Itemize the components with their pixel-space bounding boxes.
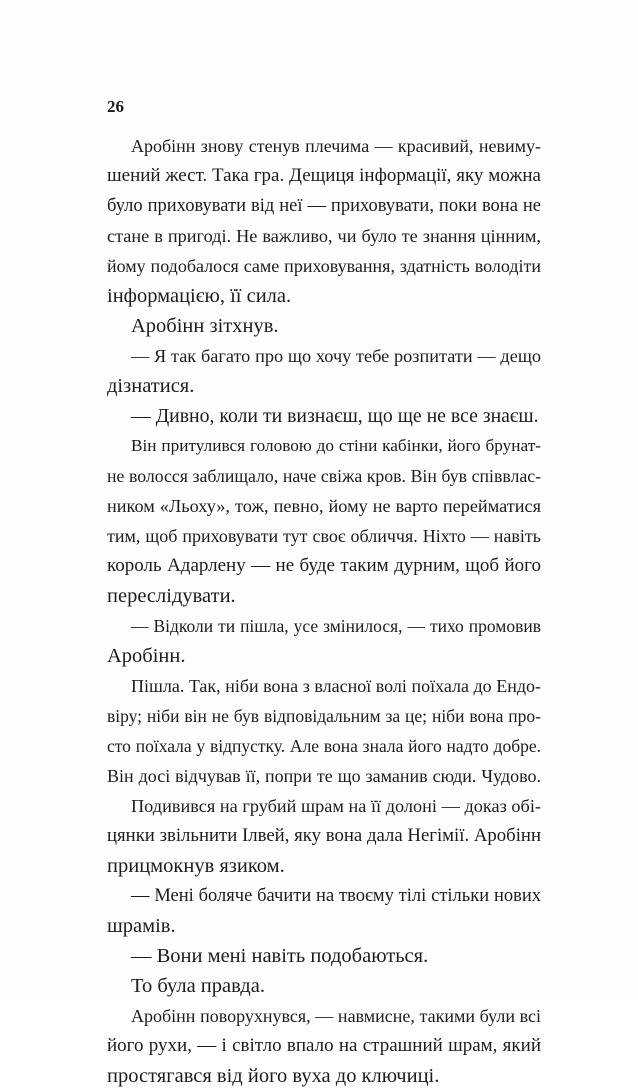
text-line: було приховувати від неї — приховувати, поки вона не: [107, 196, 541, 216]
text-line: король Адарлену — не буде таким дурним, щоб його: [107, 555, 541, 576]
text-line: простягався від його вуха до ключиці.: [107, 1065, 440, 1087]
text-line: його рухи, — і світло впало на страшний шрам, який: [107, 1035, 541, 1056]
text-line: йому подобалося саме приховування, здатність володіти: [107, 256, 541, 276]
text-line: — Відколи ти пішла, усе змінилося, — тихо промовив: [131, 616, 541, 636]
text-line: прицмокнув язиком.: [107, 855, 285, 877]
text-line: Він досі відчував її, попри те що заманив сюди. Чудово.: [107, 766, 541, 786]
text-line: не волосся заблищало, наче свіжа кров. Він був співвлас-: [107, 466, 541, 486]
text-line: стане в пригоді. Не важливо, чи було те знання цінним,: [107, 226, 541, 246]
text-line: тим, щоб приховувати тут своє обличчя. Ніхто — навіть: [107, 526, 541, 546]
page-number: 26: [107, 97, 124, 116]
text-line: Аробінн знову стенув плечима — красивий, невиму-: [131, 136, 541, 156]
text-line: цянки звільнити Ілвей, яку вона дала Негімії. Аробінн: [107, 825, 541, 846]
text-line: Подивився на грубий шрам на її долоні — доказ обі-: [131, 796, 541, 816]
text-line: дізнатися.: [107, 375, 195, 397]
text-line: сто поїхала у відпустку. Але вона знала його надто добре.: [107, 736, 541, 756]
text-line: То була правда.: [131, 975, 265, 997]
text-line: ником «Льоху», тож, певно, йому не варто перейматися: [107, 496, 541, 516]
text-line: — Вони мені навіть подобаються.: [131, 945, 429, 967]
text-line: шений жест. Така гра. Дещиця інформації, яку можна: [107, 165, 541, 186]
text-line: інформацією, її сила.: [107, 285, 292, 307]
text-line: переслідувати.: [107, 585, 236, 607]
text-line: Аробінн зітхнув.: [131, 315, 279, 337]
body-text: [107, 131, 541, 1091]
text-line: Аробінн поворухнувся, — навмисне, такими були всі: [131, 1006, 541, 1026]
text-line: — Мені боляче бачити на твоєму тілі стільки нових: [131, 886, 541, 906]
text-line: віру; ніби він не був відповідальним за це; ніби вона про-: [107, 706, 541, 726]
text-line: — Дивно, коли ти визнаєш, що ще не все знаєш.: [131, 405, 539, 427]
text-line: Пішла. Так, ніби вона з власної волі поїхала до Ендо-: [131, 676, 541, 696]
text-line: шрамів.: [107, 915, 176, 937]
text-line: — Я так багато про що хочу тебе розпитати — дещо: [131, 346, 541, 366]
text-line: Він притулився головою до стіни кабінки, його брунат-: [131, 436, 541, 455]
text-line: Аробінн.: [107, 645, 186, 667]
